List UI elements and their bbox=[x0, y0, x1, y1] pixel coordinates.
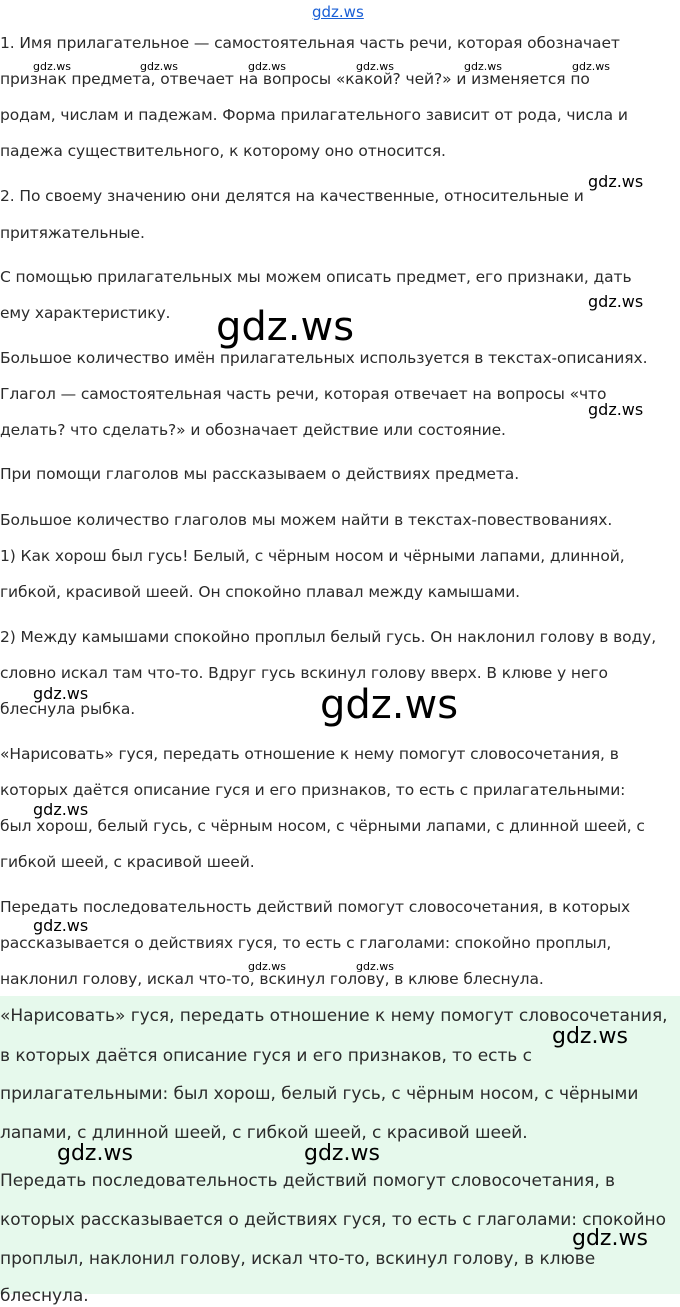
text-line: гибкой шеей, с красивой шеей. bbox=[0, 853, 255, 871]
text-line: блеснула рыбка. bbox=[0, 700, 136, 718]
watermark: gdz.ws bbox=[248, 60, 286, 73]
text-line: С помощью прилагательных мы можем описать предмет, его признаки, дать bbox=[0, 268, 632, 286]
answer-line: в которых даётся описание гуся и его признаков, то есть с bbox=[0, 1046, 532, 1066]
watermark: gdz.ws bbox=[304, 1141, 380, 1166]
text-line: 2. По своему значению они делятся на качественные, относительные и bbox=[0, 187, 584, 205]
text-line: делать? что сделать?» и обозначает действие или состояние. bbox=[0, 421, 506, 439]
text-line: 1) Как хорош был гусь! Белый, с чёрным носом и чёрными лапами, длинной, bbox=[0, 547, 625, 565]
text-line: признак предмета, отвечает на вопросы «какой? чей?» и изменяется по bbox=[0, 70, 590, 88]
text-line: Передать последовательность действий помогут словосочетания, в которых bbox=[0, 898, 631, 916]
answer-line: Передать последовательность действий помогут словосочетания, в bbox=[0, 1171, 615, 1191]
text-line: Большое количество глаголов мы можем найти в текстах-повествованиях. bbox=[0, 511, 613, 529]
watermark: gdz.ws bbox=[216, 304, 355, 350]
watermark: gdz.ws bbox=[33, 684, 89, 703]
watermark: gdz.ws bbox=[588, 172, 644, 191]
watermark: gdz.ws bbox=[33, 60, 71, 73]
watermark: gdz.ws bbox=[552, 1024, 628, 1049]
answer-line: проплыл, наклонил голову, искал что-то, вскинул голову, в клюве bbox=[0, 1249, 596, 1269]
text-line: «Нарисовать» гуся, передать отношение к нему помогут словосочетания, в bbox=[0, 745, 619, 763]
answer-line: которых рассказывается о действиях гуся, то есть с глаголами: спокойно bbox=[0, 1210, 666, 1230]
text-line: наклонил голову, искал что-то, вскинул голову, в клюве блеснула. bbox=[0, 970, 544, 988]
watermark: gdz.ws bbox=[33, 800, 89, 819]
answer-line: «Нарисовать» гуся, передать отношение к нему помогут словосочетания, bbox=[0, 1006, 668, 1026]
watermark: gdz.ws bbox=[33, 916, 89, 935]
text-line: При помощи глаголов мы рассказываем о действиях предмета. bbox=[0, 465, 520, 483]
text-line: рассказывается о действиях гуся, то есть с глаголами: спокойно проплыл, bbox=[0, 934, 612, 952]
answer-line: прилагательными: был хорош, белый гусь, с чёрным носом, с чёрными bbox=[0, 1084, 639, 1104]
watermark: gdz.ws bbox=[248, 960, 286, 973]
answer-line: блеснула. bbox=[0, 1286, 89, 1306]
text-line: родам, числам и падежам. Форма прилагательного зависит от рода, числа и bbox=[0, 106, 628, 124]
text-line: 1. Имя прилагательное — самостоятельная часть речи, которая обозначает bbox=[0, 34, 620, 52]
watermark: gdz.ws bbox=[140, 60, 178, 73]
watermark: gdz.ws bbox=[356, 60, 394, 73]
watermark: gdz.ws bbox=[320, 682, 459, 728]
watermark-link[interactable]: gdz.ws bbox=[312, 3, 364, 21]
watermark: gdz.ws bbox=[464, 60, 502, 73]
text-line: гибкой, красивой шеей. Он спокойно плавал между камышами. bbox=[0, 583, 520, 601]
text-line: падежа существительного, к которому оно относится. bbox=[0, 142, 446, 160]
watermark: gdz.ws bbox=[356, 960, 394, 973]
watermark: gdz.ws bbox=[572, 1226, 648, 1251]
text-line: которых даётся описание гуся и его признаков, то есть с прилагательными: bbox=[0, 781, 626, 799]
text-line: притяжательные. bbox=[0, 224, 145, 242]
text-line: Большое количество имён прилагательных используется в текстах-описаниях. bbox=[0, 349, 648, 367]
text-line: был хорош, белый гусь, с чёрным носом, с чёрными лапами, с длинной шеей, с bbox=[0, 817, 645, 835]
text-line: ему характеристику. bbox=[0, 304, 171, 322]
text-line: словно искал там что-то. Вдруг гусь вскинул голову вверх. В клюве у него bbox=[0, 664, 608, 682]
answer-line: лапами, с длинной шеей, с гибкой шеей, с красивой шеей. bbox=[0, 1123, 528, 1143]
text-line: Глагол — самостоятельная часть речи, которая отвечает на вопросы «что bbox=[0, 385, 607, 403]
watermark: gdz.ws bbox=[588, 400, 644, 419]
text-line: 2) Между камышами спокойно проплыл белый гусь. Он наклонил голову в воду, bbox=[0, 628, 657, 646]
watermark: gdz.ws bbox=[588, 292, 644, 311]
watermark: gdz.ws bbox=[572, 60, 610, 73]
watermark: gdz.ws bbox=[57, 1141, 133, 1166]
